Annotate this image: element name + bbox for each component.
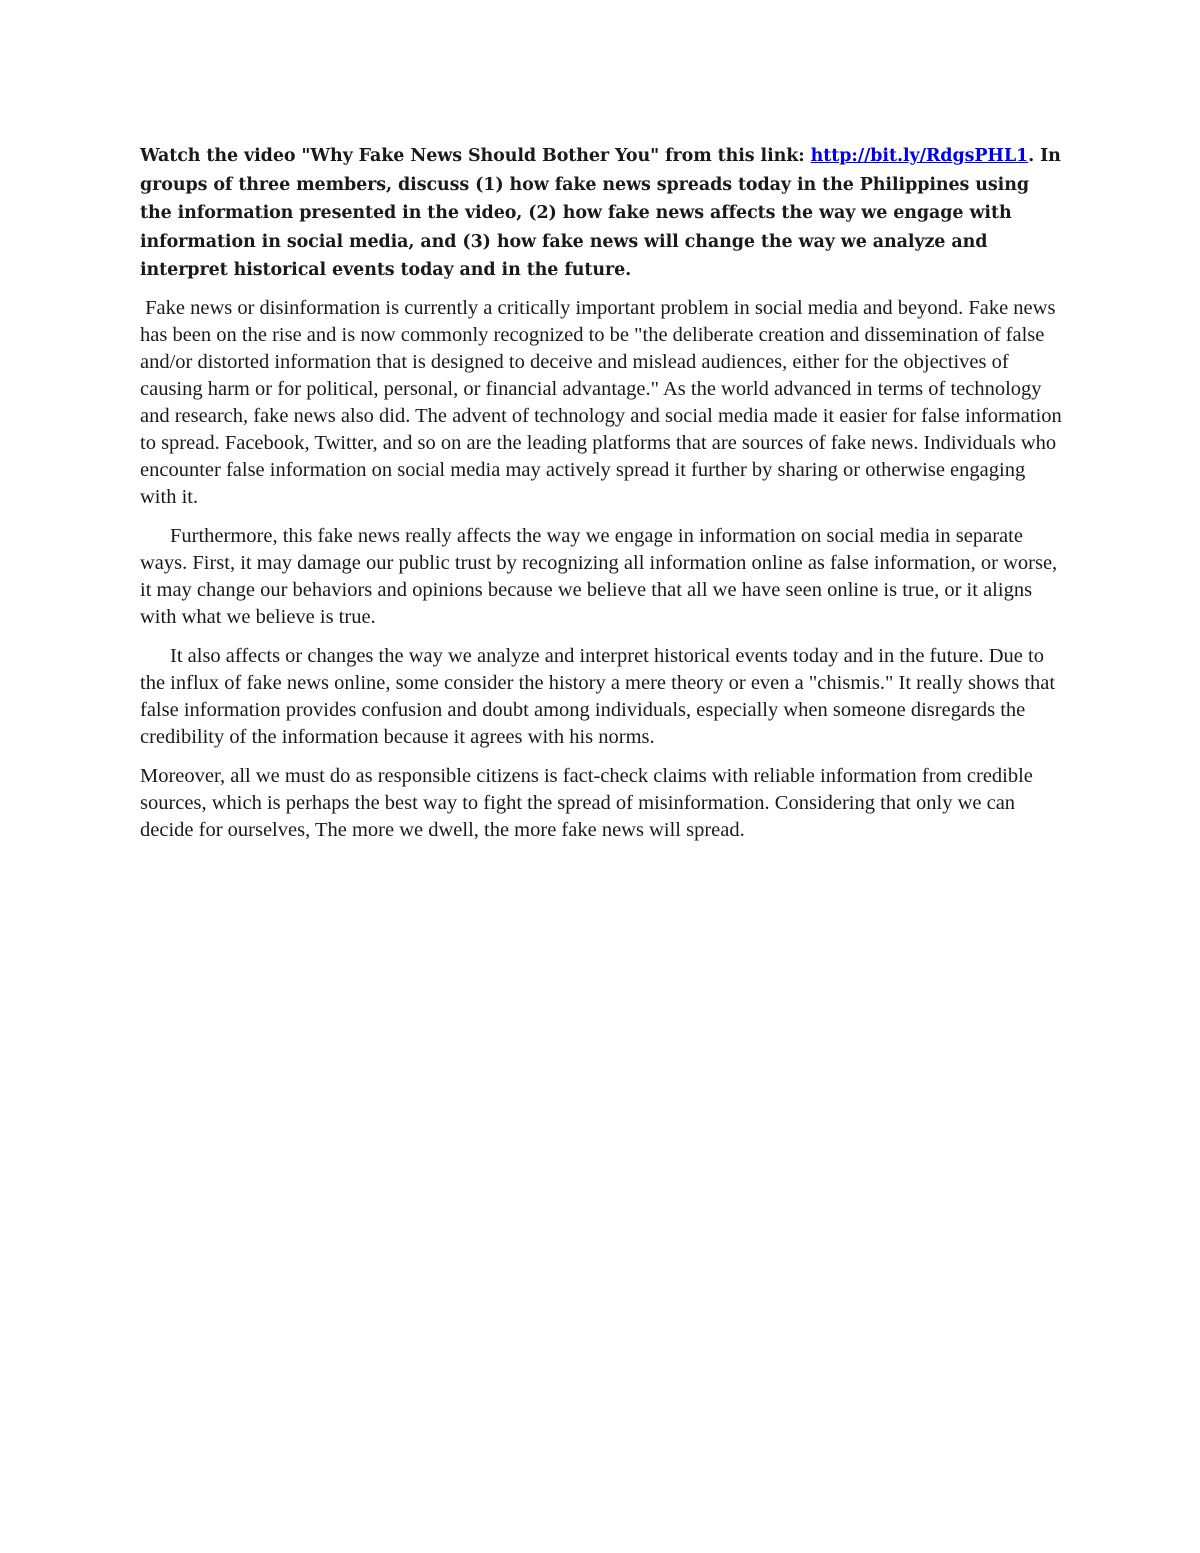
video-link[interactable]: http://bit.ly/RdgsPHL1 <box>810 146 1029 166</box>
assignment-prompt <box>140 142 1065 285</box>
prompt-text-start: Watch the video "Why Fake News Should Bother You" from this link: <box>140 146 811 166</box>
paragraph-3: It also affects or changes the way we analyze and interpret historical events today and in the future. Due to the influx of fake news online, some consider the history a mere theory or even a "chismis." It really shows that false information provides confusion and doubt among individuals, especially when someone disregards the credibility of the information because it agrees with his norms. <box>140 644 1056 748</box>
paragraph-4: Moreover, all we must do as responsible citizens is fact-check claims with reliable information from credible sources, which is perhaps the best way to fight the spread of misinformation. Considering that only we can decide for ourselves, The more we dwell, the more fake news will spread. <box>140 764 1033 841</box>
paragraph-1: Fake news or disinformation is currently a critically important problem in social media and beyond. Fake news has been on the rise and is now commonly recognized to be "the deliberate creation and dissemination of false and/or distorted information that is designed to deceive and mislead audiences, either for the objectives of causing harm or for political, personal, or financial advantage." As the world advanced in terms of technology and research, fake news also did. The advent of technology and social media made it easier for false information to spread. Facebook, Twitter, and so on are the leading platforms that are sources of fake news. Individuals who encounter false information on social media may actively spread it further by sharing or otherwise engaging with it. <box>140 296 1067 508</box>
document-page <box>140 142 1065 856</box>
paragraph-2: Furthermore, this fake news really affects the way we engage in information on social media in separate ways. First, it may damage our public trust by recognizing all information online as false information, or worse, it may change our behaviors and opinions because we believe that all we have seen online is true, or it aligns with what we believe is true. <box>140 524 1058 628</box>
prompt-text-end: . In groups of three members, discuss (1) how fake news spreads today in the Philippines using the information presented in the video, (2) how fake news affects the way we engage with information in social media, and (3) how fake news will change the way we analyze and interpret historical events today and in the future. <box>140 146 1061 280</box>
